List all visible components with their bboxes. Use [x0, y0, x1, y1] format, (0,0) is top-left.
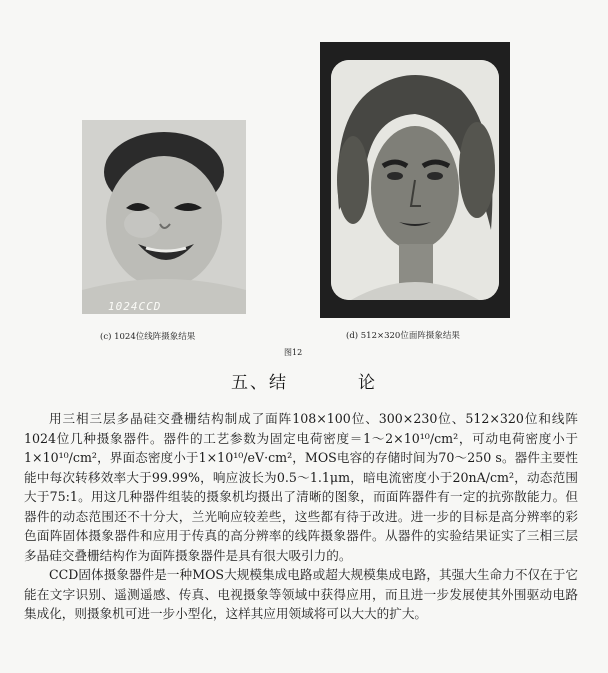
figure-d-caption: (d) 512×320位面阵摄象结果: [346, 331, 460, 341]
section-heading: [0, 368, 608, 393]
section-number: 五、结: [231, 373, 288, 393]
figure-d-woman-portrait: [320, 42, 510, 318]
baby-portrait-image: [82, 120, 246, 314]
figure-c-caption: (c) 1024位线阵摄象结果: [100, 332, 196, 342]
figure-number: 图12: [284, 348, 303, 357]
tv-screen: [331, 60, 499, 300]
section-title: 论: [358, 373, 377, 393]
conclusion-body: [24, 409, 578, 624]
paragraph-2: CCD固体摄象器件是一种MOS大规模集成电路或超大规模集成电路，其强大生命力不仅在于它能在文字识别、遥测遥感、传真、电视摄象等领域中获得应用，而且进一步发展使其外围驱动电路集成化，则摄象机可进一步小型化，这样其应用领域将可以大大的扩大。: [24, 567, 578, 621]
woman-portrait-image: [331, 60, 499, 300]
paragraph-1: 用三相三层多晶硅交叠栅结构制成了面阵108×100位、300×230位、512×320位和线阵1024位几种摄象器件。器件的工艺参数为固定电荷密度＝1～2×10¹⁰/cm²，可动电荷密度小于1×10¹⁰/cm²，界面态密度小于1×10¹⁰/eV·cm²，MOS电容的存储时间为70～250 s。器件主要性能中每次转移效率大于99.99%，响应波长为0.5～1.1μm，暗电流密度小于20nA/cm²，动态范围大于75:1。用这几种器件组装的摄象机均摄出了清晰的图象，而面阵器件有一定的抗弥散能力。但器件的动态范围还不十分大，兰光响应较差些，这些都有待于改进。进一步的目标是高分辨率的彩色面阵固体摄象器件和应用于传真的高分辨率的线阵摄象器件。从器件的实验结果证实了三相三层多晶硅交叠栅结构作为面阵摄象器件是具有很大吸引力的。: [24, 411, 578, 563]
handwritten-label: 1024CCD: [108, 300, 162, 313]
figure-c-baby-portrait: [82, 120, 246, 314]
